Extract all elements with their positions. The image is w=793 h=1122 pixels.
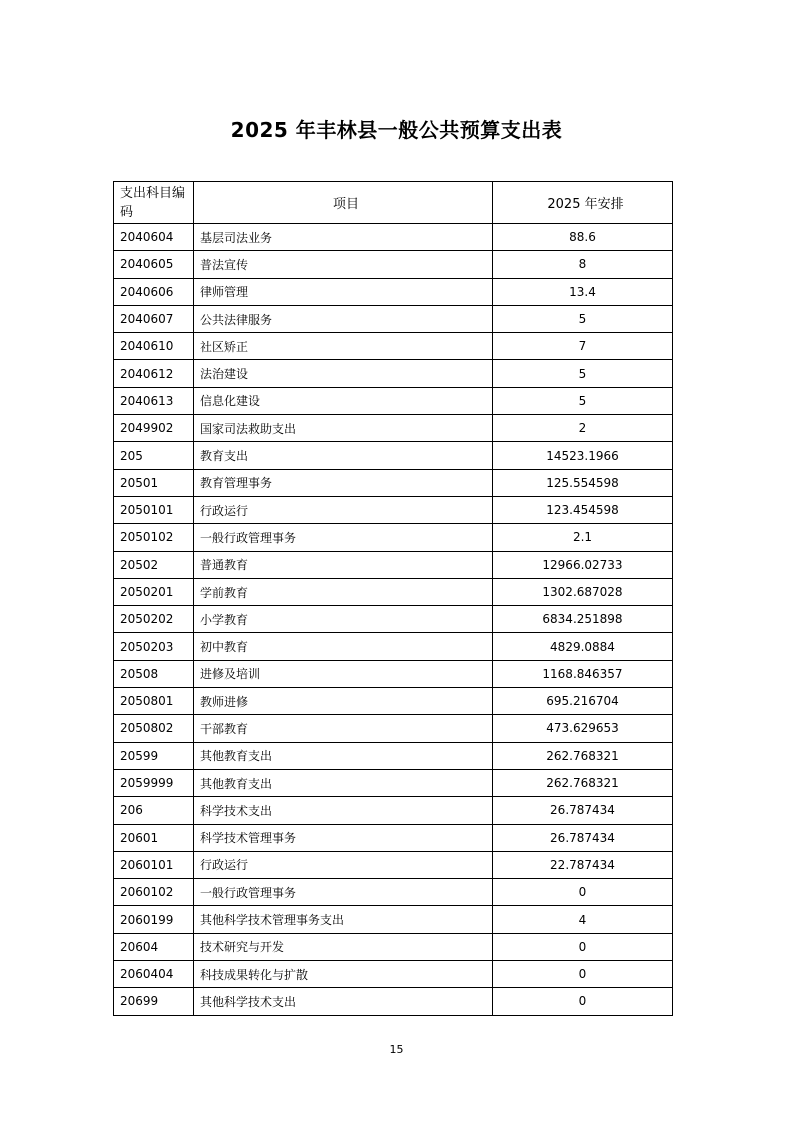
cell-code: 20601	[114, 824, 194, 851]
cell-name: 公共法律服务	[194, 305, 493, 332]
cell-code: 2040613	[114, 387, 194, 414]
cell-name: 干部教育	[194, 715, 493, 742]
cell-amount: 262.768321	[493, 769, 673, 796]
cell-code: 2050102	[114, 524, 194, 551]
cell-name: 国家司法救助支出	[194, 415, 493, 442]
cell-name: 进修及培训	[194, 660, 493, 687]
table-row	[114, 224, 673, 251]
cell-code: 2050801	[114, 688, 194, 715]
table-row	[114, 524, 673, 551]
cell-name: 教师进修	[194, 688, 493, 715]
cell-name: 科学技术管理事务	[194, 824, 493, 851]
cell-amount: 7	[493, 333, 673, 360]
table-row	[114, 305, 673, 332]
table-row	[114, 415, 673, 442]
cell-code: 2040604	[114, 224, 194, 251]
cell-code: 2060199	[114, 906, 194, 933]
cell-amount: 2	[493, 415, 673, 442]
table-row	[114, 851, 673, 878]
table-row	[114, 906, 673, 933]
cell-name: 行政运行	[194, 851, 493, 878]
cell-amount: 473.629653	[493, 715, 673, 742]
cell-name: 教育支出	[194, 442, 493, 469]
cell-code: 2059999	[114, 769, 194, 796]
cell-name: 行政运行	[194, 496, 493, 523]
table-row	[114, 442, 673, 469]
table-row	[114, 988, 673, 1015]
table-row	[114, 742, 673, 769]
cell-amount: 0	[493, 988, 673, 1015]
table-row	[114, 688, 673, 715]
cell-name: 技术研究与开发	[194, 933, 493, 960]
cell-code: 2050101	[114, 496, 194, 523]
cell-amount: 26.787434	[493, 824, 673, 851]
table-row	[114, 797, 673, 824]
table-row	[114, 333, 673, 360]
cell-amount: 4829.0884	[493, 633, 673, 660]
table-row	[114, 715, 673, 742]
table-body	[114, 224, 673, 1016]
cell-code: 2040606	[114, 278, 194, 305]
cell-name: 教育管理事务	[194, 469, 493, 496]
cell-name: 信息化建设	[194, 387, 493, 414]
cell-code: 2040610	[114, 333, 194, 360]
cell-name: 普通教育	[194, 551, 493, 578]
table-row	[114, 496, 673, 523]
cell-amount: 12966.02733	[493, 551, 673, 578]
cell-amount: 262.768321	[493, 742, 673, 769]
table-row	[114, 469, 673, 496]
cell-amount: 5	[493, 387, 673, 414]
cell-code: 2050201	[114, 578, 194, 605]
cell-amount: 1168.846357	[493, 660, 673, 687]
cell-code: 20599	[114, 742, 194, 769]
cell-code: 2060404	[114, 961, 194, 988]
table-row	[114, 387, 673, 414]
cell-name: 科学技术支出	[194, 797, 493, 824]
cell-amount: 26.787434	[493, 797, 673, 824]
cell-name: 律师管理	[194, 278, 493, 305]
cell-amount: 6834.251898	[493, 606, 673, 633]
cell-code: 2050802	[114, 715, 194, 742]
table-row	[114, 633, 673, 660]
table-row	[114, 360, 673, 387]
cell-amount: 1302.687028	[493, 578, 673, 605]
table-row	[114, 933, 673, 960]
cell-amount: 8	[493, 251, 673, 278]
cell-name: 普法宣传	[194, 251, 493, 278]
cell-name: 其他教育支出	[194, 769, 493, 796]
table-row	[114, 769, 673, 796]
cell-amount: 14523.1966	[493, 442, 673, 469]
cell-name: 初中教育	[194, 633, 493, 660]
cell-amount: 13.4	[493, 278, 673, 305]
cell-amount: 5	[493, 305, 673, 332]
cell-name: 一般行政管理事务	[194, 879, 493, 906]
page-number: 15	[389, 1043, 404, 1056]
header-code: 支出科目编码	[114, 182, 194, 224]
cell-amount: 125.554598	[493, 469, 673, 496]
cell-name: 小学教育	[194, 606, 493, 633]
table-row	[114, 551, 673, 578]
cell-amount: 4	[493, 906, 673, 933]
budget-table	[113, 181, 673, 1016]
cell-name: 学前教育	[194, 578, 493, 605]
table-row	[114, 278, 673, 305]
table-row	[114, 961, 673, 988]
cell-amount: 123.454598	[493, 496, 673, 523]
cell-name: 其他教育支出	[194, 742, 493, 769]
cell-name: 科技成果转化与扩散	[194, 961, 493, 988]
cell-code: 2049902	[114, 415, 194, 442]
cell-amount: 5	[493, 360, 673, 387]
cell-code: 2060101	[114, 851, 194, 878]
header-amount: 2025 年安排	[493, 182, 673, 224]
cell-code: 20501	[114, 469, 194, 496]
table-row	[114, 879, 673, 906]
cell-name: 其他科学技术支出	[194, 988, 493, 1015]
cell-amount: 0	[493, 933, 673, 960]
cell-code: 2050203	[114, 633, 194, 660]
cell-name: 社区矫正	[194, 333, 493, 360]
cell-amount: 695.216704	[493, 688, 673, 715]
cell-amount: 88.6	[493, 224, 673, 251]
table-row	[114, 606, 673, 633]
cell-name: 法治建设	[194, 360, 493, 387]
cell-code: 2050202	[114, 606, 194, 633]
cell-code: 20604	[114, 933, 194, 960]
cell-code: 20699	[114, 988, 194, 1015]
cell-code: 20502	[114, 551, 194, 578]
header-item: 项目	[194, 182, 493, 224]
cell-code: 20508	[114, 660, 194, 687]
cell-code: 2040605	[114, 251, 194, 278]
table-header-row	[114, 182, 673, 224]
cell-name: 一般行政管理事务	[194, 524, 493, 551]
cell-code: 2060102	[114, 879, 194, 906]
cell-code: 205	[114, 442, 194, 469]
cell-code: 206	[114, 797, 194, 824]
cell-amount: 0	[493, 879, 673, 906]
cell-amount: 2.1	[493, 524, 673, 551]
cell-name: 其他科学技术管理事务支出	[194, 906, 493, 933]
page-title: 2025 年丰林县一般公共预算支出表	[230, 118, 563, 142]
cell-name: 基层司法业务	[194, 224, 493, 251]
table-row	[114, 660, 673, 687]
table-row	[114, 824, 673, 851]
cell-amount: 22.787434	[493, 851, 673, 878]
cell-code: 2040607	[114, 305, 194, 332]
cell-code: 2040612	[114, 360, 194, 387]
table-row	[114, 251, 673, 278]
cell-amount: 0	[493, 961, 673, 988]
table-row	[114, 578, 673, 605]
